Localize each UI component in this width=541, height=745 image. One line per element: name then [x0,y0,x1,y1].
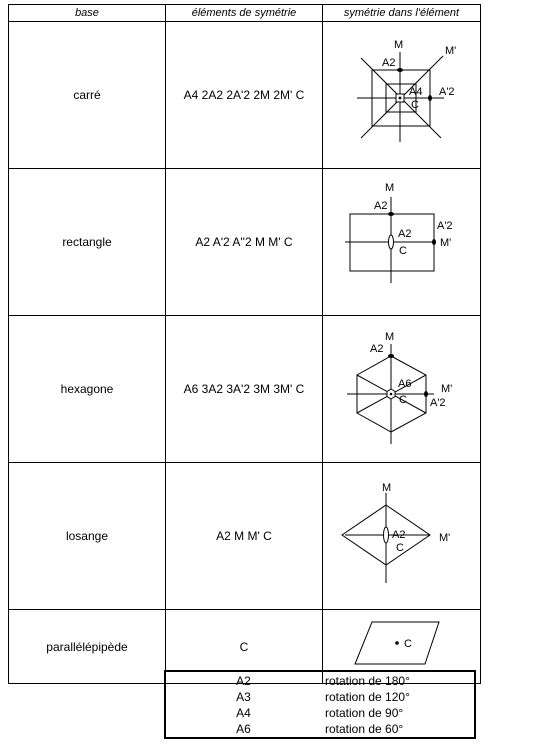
base-cell: losange [9,463,166,610]
a2-marker [384,527,389,543]
header-row [9,5,481,22]
rectangle-diagram [323,169,480,312]
label-c: C [399,394,407,406]
table-row [9,169,481,316]
label-a6: A6 [398,378,412,390]
label-mp: M' [439,532,451,544]
base-cell: rectangle [9,169,166,316]
a2-marker [388,354,394,358]
ap2-marker [432,239,436,245]
legend-desc: rotation de 60° [325,722,404,736]
label-ap2: A'2 [439,86,455,98]
label-c: C [404,638,412,650]
base-cell: hexagone [9,316,166,463]
label-m: M [385,331,395,343]
center-point [395,641,399,645]
a2-marker [397,68,403,72]
label-a2: A2 [392,529,406,541]
base-cell: carré [9,22,166,169]
table-row [9,22,481,169]
legend-row [166,705,474,721]
square-diagram [323,22,480,165]
diagram-cell [323,316,481,463]
label-m: M [394,39,404,51]
base-cell: parallélépipède [9,610,166,684]
symmetry-table [8,4,481,684]
ap2-marker [424,391,428,397]
label-a2-top: A2 [374,200,388,212]
header-elements: éléments de symétrie [166,5,323,22]
elements-cell: A6 3A2 3A'2 3M 3M' C [166,316,323,463]
table-row [9,463,481,610]
a2-top-marker [388,212,394,216]
diagram-cell [323,169,481,316]
label-c: C [396,542,404,554]
legend-code: A2 [236,674,251,688]
elements-cell: C [166,610,323,684]
legend-row [166,689,474,705]
label-a2: A2 [370,343,384,355]
label-ap2: A'2 [430,397,446,409]
rotation-legend [164,670,476,739]
table-row [9,316,481,463]
elements-cell: A2 M M' C [166,463,323,610]
header-symmetry: symétrie dans l'élément [323,5,481,22]
legend-row [166,673,474,689]
ap2-marker [428,95,432,101]
label-mp: M' [440,237,452,249]
label-mp: M' [445,45,457,57]
legend-row [166,721,474,737]
elements-cell: A2 A'2 A''2 M M' C [166,169,323,316]
legend-code: A4 [236,706,251,720]
label-m: M [385,182,395,194]
legend-desc: rotation de 90° [325,706,404,720]
header-base: base [9,5,166,22]
legend-code: A6 [236,722,251,736]
label-a2-center: A2 [398,228,412,240]
label-ap2: A'2 [437,220,453,232]
rhombus-diagram [323,463,480,606]
label-m: M [382,482,392,494]
a2-center-marker [389,235,394,249]
label-mp: M' [441,383,453,395]
elements-cell: A4 2A2 2A'2 2M 2M' C [166,22,323,169]
legend-desc: rotation de 180° [325,674,410,688]
label-c: C [399,245,407,257]
label-a2: A2 [382,57,396,69]
diagram-cell [323,22,481,169]
legend-desc: rotation de 120° [325,690,410,704]
label-a4: A4 [409,86,423,98]
diagram-cell [323,463,481,610]
legend-code: A3 [236,690,251,704]
hexagon-diagram [323,316,480,459]
label-c: C [411,99,419,111]
